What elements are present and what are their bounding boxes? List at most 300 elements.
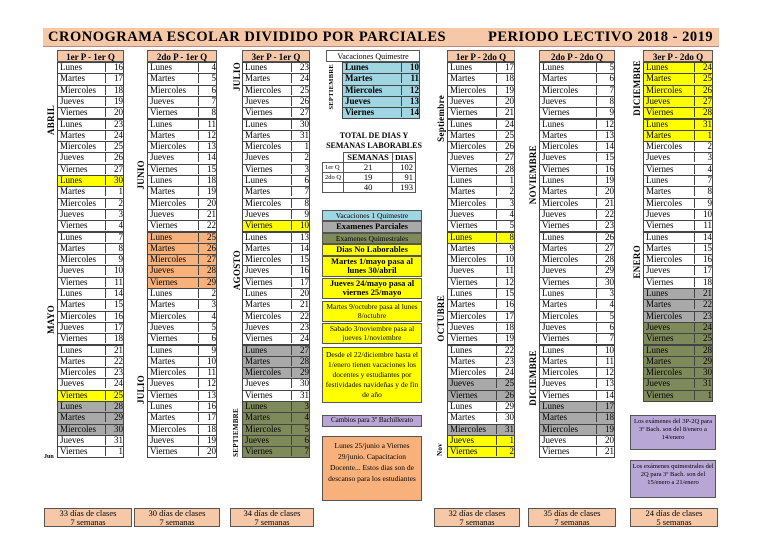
day-name: Jueves [245, 434, 269, 445]
day-name: Martes [60, 412, 85, 423]
day-number: 5 [198, 323, 216, 332]
day-name: Jueves [150, 95, 174, 106]
day-number: 24 [105, 131, 123, 140]
day-name: Viernes [60, 333, 88, 344]
day-number: 7 [694, 176, 712, 185]
day-number: 28 [105, 402, 123, 411]
day-row [57, 446, 124, 458]
day-number: 8 [198, 108, 216, 117]
day-number: 1 [105, 447, 123, 456]
day-number: 13 [401, 97, 419, 106]
day-name: Viernes [646, 276, 674, 287]
column-header: 3er P - 2do Q [643, 50, 713, 62]
day-number: 10 [291, 221, 309, 230]
day-name: Jueves [450, 208, 474, 219]
day-name: Lunes [450, 175, 472, 185]
day-number: 11 [596, 357, 614, 366]
day-name: Lunes [542, 288, 564, 298]
totals-h2: DIAS [393, 153, 416, 163]
day-name: Miercoles [542, 197, 578, 208]
day-name: Lunes [150, 344, 172, 355]
day-name: Jueves [150, 434, 174, 445]
day-name: Jueves [60, 434, 84, 445]
legend-martes-9-octubre: Martes 9/octubre pasa al lunes 8/octubre [322, 301, 422, 322]
day-name: Miercoles [542, 423, 578, 434]
summary-2p-1q-weeks: 7 semanas [159, 517, 195, 527]
day-name: Lunes [646, 231, 668, 242]
day-number: 31 [496, 425, 514, 434]
day-number: 18 [496, 74, 514, 83]
day-number: 15 [198, 165, 216, 174]
day-name: Miercoles [150, 197, 186, 208]
day-name: Martes [450, 73, 475, 84]
day-number: 15 [596, 153, 614, 162]
day-number: 16 [596, 165, 614, 174]
vacaciones-title: Vacaciones Quimestre [326, 50, 420, 62]
day-name: Viernes [60, 276, 88, 287]
day-name: Miercoles [245, 423, 281, 434]
day-number: 25 [198, 233, 216, 242]
day-number: 4 [198, 312, 216, 321]
day-name: Lunes [542, 118, 564, 129]
day-number: 24 [496, 368, 514, 377]
column-header: 1er P - 2do Q [447, 50, 515, 62]
day-name: Jueves [450, 378, 474, 389]
day-name: Jueves [245, 152, 269, 163]
day-number: 31 [694, 120, 712, 129]
day-name: Martes [646, 242, 671, 253]
day-number: 28 [694, 108, 712, 117]
day-number: 24 [291, 334, 309, 343]
day-number: 30 [291, 379, 309, 388]
day-name: Viernes [646, 389, 674, 400]
totals-r3-label [323, 183, 344, 193]
day-number: 21 [694, 289, 712, 298]
day-name: Jueves [450, 321, 474, 332]
day-name: Lunes [245, 344, 267, 355]
day-name: Jueves [150, 152, 174, 163]
day-number: 14 [596, 391, 614, 400]
summary-2p-1q-days: 30 días de clases [148, 508, 206, 518]
legend-vacaciones: Vacaciones 1 Quimestre [322, 210, 422, 221]
period-title: PERIODO LECTIVO 2018 - 2019 [488, 29, 714, 45]
day-name: Viernes [245, 333, 273, 344]
day-name: Miercoles [542, 310, 578, 321]
day-number: 12 [596, 368, 614, 377]
day-number: 5 [291, 425, 309, 434]
column-header: 2do P - 2do Q [539, 50, 615, 62]
day-name: Miercoles [60, 310, 96, 321]
day-name: Miercoles [542, 254, 578, 265]
day-number: 11 [105, 278, 123, 287]
day-number: 9 [291, 210, 309, 219]
day-number: 8 [105, 244, 123, 253]
day-name: Viernes [150, 333, 178, 344]
day-number: 29 [291, 368, 309, 377]
day-name: Miercoles [450, 254, 486, 265]
day-name: Martes [245, 73, 270, 84]
day-number: 21 [291, 300, 309, 309]
day-number: 28 [291, 357, 309, 366]
day-name: Miercoles [150, 141, 186, 152]
day-name: Jueves [150, 265, 174, 276]
day-name: Viernes [646, 220, 674, 231]
day-number: 10 [401, 63, 419, 72]
day-name: Miercoles [150, 367, 186, 378]
day-number: 24 [291, 74, 309, 83]
legend-examenes-quimestrales: Examenes Quimestrales [322, 233, 422, 244]
day-number: 16 [198, 402, 216, 411]
day-number: 16 [105, 312, 123, 321]
day-number: 30 [694, 368, 712, 377]
day-number: 3 [496, 199, 514, 208]
summary-3p-1q [230, 508, 314, 527]
day-number: 27 [198, 255, 216, 264]
day-name: Viernes [245, 163, 273, 174]
summary-1p-2q [434, 508, 520, 527]
day-name: Lunes [150, 231, 172, 242]
day-name: Jueves [150, 321, 174, 332]
day-name: Viernes [450, 163, 478, 174]
day-row [643, 390, 713, 402]
totals-blank [323, 153, 344, 163]
day-number: 1 [105, 187, 123, 196]
totals-r1-sem: 21 [344, 163, 393, 173]
day-number: 7 [596, 334, 614, 343]
day-number: 24 [105, 379, 123, 388]
day-name: Martes [150, 355, 175, 366]
day-number: 14 [694, 233, 712, 242]
day-name: Miercoles [60, 141, 96, 152]
day-name: Viernes [646, 107, 674, 118]
day-number: 9 [596, 108, 614, 117]
day-number: 23 [291, 63, 309, 72]
day-number: 15 [105, 300, 123, 309]
legend-examenes-parciales: Examenes Parciales [322, 221, 422, 233]
day-name: Lunes [60, 231, 82, 242]
day-name: Martes [646, 355, 671, 366]
day-number: 26 [496, 142, 514, 151]
day-name: Jueves [60, 208, 84, 219]
day-number: 1 [496, 176, 514, 185]
day-number: 17 [198, 413, 216, 422]
day-number: 22 [105, 357, 123, 366]
day-name: Miercoles [450, 84, 486, 95]
day-number: 28 [198, 266, 216, 275]
day-number: 14 [291, 244, 309, 253]
day-name: Lunes [450, 344, 472, 355]
day-number: 8 [596, 97, 614, 106]
day-name: Lunes [542, 401, 564, 411]
day-name: Martes [450, 355, 475, 366]
day-number: 2 [291, 153, 309, 162]
day-number: 5 [496, 221, 514, 230]
day-name: Viernes [150, 446, 178, 457]
month-label-julio-1: JULIO [136, 375, 146, 405]
legend-capacitacion: Lunes 25/junio a Viernes 29/junio. Capacitacion Docente... Estos dias son de descanso para los estudiantes [322, 436, 422, 501]
day-name: Jueves [245, 265, 269, 276]
day-number: 23 [496, 357, 514, 366]
day-name: Martes [542, 186, 567, 197]
day-name: Miercoles [245, 84, 281, 95]
day-number: 8 [496, 233, 514, 242]
day-name: Jueves [60, 152, 84, 163]
day-number: 9 [496, 244, 514, 253]
day-number: 20 [105, 108, 123, 117]
day-name: Viernes [542, 220, 570, 231]
day-name: Jueves [542, 265, 566, 276]
day-name: Viernes [450, 446, 478, 457]
day-name: Lunes [450, 288, 472, 298]
day-number: 11 [694, 221, 712, 230]
day-number: 16 [105, 63, 123, 72]
day-name: Jueves [245, 95, 269, 106]
day-number: 29 [596, 266, 614, 275]
day-name: Martes [245, 186, 270, 197]
day-number: 7 [291, 447, 309, 456]
day-name: Viernes [60, 389, 88, 400]
day-name: Lunes [245, 401, 267, 411]
day-name: Viernes [450, 276, 478, 287]
day-number: 17 [496, 312, 514, 321]
day-name: Miercoles [450, 310, 486, 321]
day-number: 28 [496, 165, 514, 174]
legend-sabado-3-noviembre: Sabado 3/noviembre pasa al jueves 1/noviembre [322, 323, 422, 344]
day-number: 22 [694, 300, 712, 309]
day-name: Miercoles [245, 310, 281, 321]
totals-table [322, 152, 416, 193]
day-name: Viernes [450, 333, 478, 344]
day-name: Viernes [60, 220, 88, 231]
day-name: Martes [150, 129, 175, 140]
day-number: 21 [596, 447, 614, 456]
day-number: 25 [105, 142, 123, 151]
day-number: 18 [596, 413, 614, 422]
day-name: Miercoles [60, 197, 96, 208]
day-number: 20 [198, 447, 216, 456]
month-label-diciembre-2: DICIEMBRE [632, 60, 642, 116]
month-label-abril: ABRIL [46, 105, 56, 136]
day-number: 27 [291, 108, 309, 117]
month-label-agosto: AGOSTO [232, 250, 242, 291]
day-name: Jueves [542, 208, 566, 219]
day-name: Lunes [245, 288, 267, 298]
day-number: 25 [105, 391, 123, 400]
day-name: Lunes [542, 175, 564, 185]
day-number: 9 [105, 255, 123, 264]
summary-3p-2q-weeks: 5 semanas [656, 517, 692, 527]
day-number: 27 [105, 165, 123, 174]
day-number: 2 [496, 447, 514, 456]
day-name: Lunes [245, 62, 267, 72]
day-number: 31 [291, 131, 309, 140]
day-number: 3 [291, 165, 309, 174]
summary-2p-2q-days: 35 días de clases [543, 508, 601, 518]
day-number: 2 [496, 187, 514, 196]
day-number: 12 [198, 131, 216, 140]
day-name: Lunes [646, 118, 668, 129]
day-number: 14 [596, 142, 614, 151]
totals-r1-dias: 102 [393, 163, 416, 173]
day-number: 6 [596, 323, 614, 332]
day-name: Martes [542, 299, 567, 310]
day-name: Martes [450, 129, 475, 140]
day-name: Martes [60, 242, 85, 253]
day-number: 10 [694, 210, 712, 219]
day-name: Miercoles [245, 367, 281, 378]
day-name: Miercoles [150, 254, 186, 265]
totals-r3-dias: 193 [393, 183, 416, 193]
day-name: Martes [150, 73, 175, 84]
day-name: Lunes [646, 344, 668, 355]
month-label-julio-2: JULIO [232, 62, 242, 92]
day-name: Martes [150, 186, 175, 197]
day-number: 13 [596, 379, 614, 388]
day-number: 23 [105, 368, 123, 377]
day-name: Viernes [245, 107, 273, 118]
day-name: Jueves [450, 265, 474, 276]
day-name: Miercoles [60, 254, 96, 265]
day-name: Martes [542, 355, 567, 366]
day-name: Miercoles [150, 423, 186, 434]
day-name: Lunes [150, 62, 172, 72]
day-name: Miercoles [245, 197, 281, 208]
day-name: Martes [60, 73, 85, 84]
day-name: Viernes [542, 107, 570, 118]
day-name: Lunes [60, 175, 82, 185]
day-number: 17 [496, 63, 514, 72]
day-name: Martes [646, 129, 671, 140]
day-name: Jueves [542, 434, 566, 445]
day-number: 4 [596, 300, 614, 309]
day-number: 22 [496, 346, 514, 355]
summary-1p-1q [44, 508, 132, 527]
legend-diciembre-enero: Desde el 22/diciembre hasta el 1/enero tienen vacaciones los docentes y estudiantes por festividades navideñas y de fin de año [322, 347, 422, 403]
day-name: Lunes [60, 344, 82, 355]
page-title: CRONOGRAMA ESCOLAR DIVIDIDO POR PARCIALES [48, 29, 447, 45]
day-number: 3 [694, 153, 712, 162]
day-name: Jueves [450, 434, 474, 445]
day-number: 19 [198, 436, 216, 445]
day-name: Viernes [646, 163, 674, 174]
day-name: Martes [646, 73, 671, 84]
day-number: 4 [105, 221, 123, 230]
day-name: Lunes [245, 231, 267, 242]
day-name: Martes [450, 242, 475, 253]
day-number: 19 [496, 334, 514, 343]
day-number: 29 [694, 357, 712, 366]
day-number: 22 [198, 221, 216, 230]
day-name: Miercoles [450, 197, 486, 208]
day-name: Miercoles [345, 84, 383, 95]
day-number: 19 [496, 86, 514, 95]
day-number: 13 [198, 142, 216, 151]
day-name: Lunes [60, 118, 82, 129]
day-name: Viernes [646, 333, 674, 344]
day-number: 9 [198, 346, 216, 355]
day-number: 4 [694, 165, 712, 174]
summary-2p-1q [134, 508, 220, 527]
day-name: Viernes [542, 389, 570, 400]
day-number: 17 [694, 266, 712, 275]
day-number: 4 [291, 413, 309, 422]
month-label-septiembre-vac: SEPTIEMBRE [328, 64, 335, 110]
day-name: Lunes [150, 288, 172, 298]
day-number: 20 [291, 289, 309, 298]
month-label-septiembre-2: Septiembre [436, 95, 446, 142]
day-name: Viernes [450, 220, 478, 231]
day-name: Viernes [245, 276, 273, 287]
summary-1p-1q-days: 33 días de clases [59, 508, 117, 518]
day-name: Martes [542, 412, 567, 423]
day-number: 6 [596, 74, 614, 83]
legend-jueves-24-mayo: Jueves 24/mayo pasa al viernes 25/mayo [322, 278, 422, 299]
day-number: 4 [496, 210, 514, 219]
column-header: 1er P - 1er Q [57, 50, 124, 62]
day-name: Miercoles [450, 423, 486, 434]
day-number: 9 [694, 199, 712, 208]
day-name: Lunes [60, 288, 82, 298]
day-number: 5 [596, 63, 614, 72]
legend-martes-1-mayo: Martes 1/mayo pasa al lunes 30/abril [322, 256, 422, 277]
day-number: 6 [291, 436, 309, 445]
day-number: 13 [596, 131, 614, 140]
day-name: Viernes [245, 446, 273, 457]
day-number: 31 [105, 436, 123, 445]
day-number: 30 [496, 413, 514, 422]
summary-1p-2q-days: 32 días de clases [448, 508, 506, 518]
day-number: 8 [291, 199, 309, 208]
day-name: Viernes [542, 163, 570, 174]
day-number: 25 [694, 74, 712, 83]
note-examenes-quimestrales: Los exámenes quimestrales del 2Q para 3º Bach. son del 15/enero a 21/enero [630, 460, 716, 498]
day-number: 14 [198, 153, 216, 162]
day-number: 27 [496, 153, 514, 162]
day-number: 26 [694, 86, 712, 95]
day-number: 24 [694, 63, 712, 72]
day-number: 22 [291, 312, 309, 321]
day-name: Martes [245, 242, 270, 253]
day-number: 24 [694, 323, 712, 332]
day-number: 17 [105, 74, 123, 83]
day-number: 25 [694, 334, 712, 343]
day-number: 21 [105, 346, 123, 355]
day-number: 4 [198, 63, 216, 72]
day-number: 27 [596, 244, 614, 253]
day-name: Jueves [542, 152, 566, 163]
day-number: 15 [496, 289, 514, 298]
summary-2p-2q-weeks: 7 semanas [554, 517, 590, 527]
day-name: Viernes [542, 333, 570, 344]
day-name: Jueves [60, 378, 84, 389]
day-name: Jueves [542, 95, 566, 106]
day-name: Miercoles [646, 310, 682, 321]
day-name: Viernes [60, 107, 88, 118]
day-name: Jueves [60, 321, 84, 332]
day-name: Lunes [646, 175, 668, 185]
day-number: 18 [496, 323, 514, 332]
totals-h1: SEMANAS [344, 153, 393, 163]
day-number: 22 [596, 210, 614, 219]
day-name: Jueves [646, 321, 670, 332]
note-examenes-3p-2q: Los exámenes del 3P-2Q para 3º Bach. son del 8/enero a 14/enero [630, 415, 716, 450]
day-number: 28 [694, 346, 712, 355]
day-number: 19 [198, 187, 216, 196]
day-number: 10 [198, 357, 216, 366]
day-number: 25 [496, 131, 514, 140]
day-name: Jueves [450, 95, 474, 106]
day-name: Jueves [245, 378, 269, 389]
